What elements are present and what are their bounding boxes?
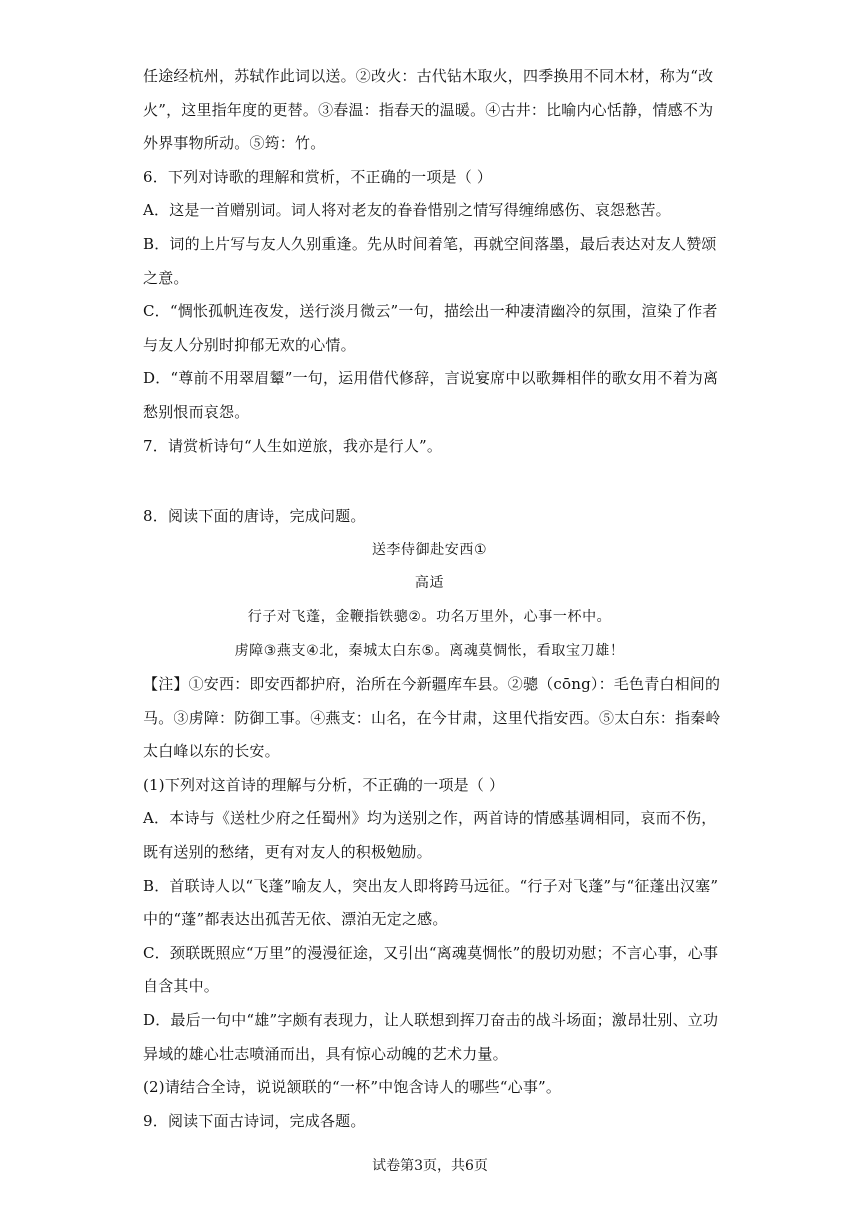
question-8-1-option-d-cont: 异域的雄心壮志喷涌而出，具有惊心动魄的艺术力量。 [143, 1044, 508, 1063]
question-8-1-option-a: A．本诗与《送杜少府之任蜀州》均为送别之作，两首诗的情感基调相同，哀而不伤， [143, 809, 717, 828]
question-7-stem: 7．请赏析诗句“人生如逆旅，我亦是行人”。 [143, 436, 443, 455]
poem-note: 【注】①安西：即安西都护府，治所在今新疆库车县。②骢（cōng）：毛色青白相间的 [143, 675, 721, 694]
question-6-option-c-cont: 与友人分别时抑郁无欢的心情。 [143, 335, 356, 354]
question-6-option-c: C．“惆怅孤帆连夜发，送行淡月微云”一句，描绘出一种凄清幽冷的氛围，渲染了作者 [143, 302, 718, 321]
question-8-1-option-d: D．最后一句中“雄”字颇有表现力，让人联想到挥刀奋击的战斗场面；激昂壮别、立功 [143, 1011, 719, 1030]
note-continuation-line: 外界事物所动。⑤筠：竹。 [143, 134, 326, 153]
poem-line-2: 虏障③燕支④北，秦城太白东⑤。离魂莫惆怅，看取宝刀雄！ [234, 642, 625, 659]
poem-title: 送李侍御赴安西① [371, 541, 488, 558]
question-8-2-stem: (2)请结合全诗，说说颔联的“一杯”中饱含诗人的哪些“心事”。 [143, 1078, 562, 1097]
question-8-1-stem: (1)下列对这首诗的理解与分析，不正确的一项是（ ） [143, 775, 505, 794]
question-6-stem: 6．下列对诗歌的理解和赏析，不正确的一项是（ ） [143, 167, 493, 186]
note-continuation-line: 任途经杭州，苏轼作此词以送。②改火：古代钻木取火，四季换用不同木材，称为“改 [143, 67, 714, 85]
question-6-option-b: B．词的上片写与友人久别重逢。先从时间着笔，再就空间落墨，最后表达对友人赞颂 [143, 234, 717, 253]
note-continuation-line: 火”，这里指年度的更替。③春温：指春天的温暖。④古井：比喻内心恬静，情感不为 [143, 100, 714, 119]
page-footer: 试卷第3页，共6页 [372, 1158, 488, 1174]
question-6-option-b-cont: 之意。 [143, 268, 189, 287]
answer-space [143, 463, 716, 500]
poem-line-1: 行子对飞蓬，金鞭指铁骢②。功名万里外，心事一杯中。 [247, 608, 612, 625]
question-8-1-option-b: B．首联诗人以“飞蓬”喻友人，突出友人即将跨马远征。“行子对飞蓬”与“征蓬出汉塞” [143, 876, 719, 895]
poem-author: 高适 [414, 575, 445, 592]
question-6-option-a: A．这是一首赠别词。词人将对老友的眷眷惜别之情写得缠绵感伤、哀怨愁苦。 [143, 201, 671, 220]
question-6-option-d-cont: 愁别恨而哀怨。 [143, 402, 250, 421]
poem-note-cont: 太白峰以东的长安。 [143, 742, 280, 761]
question-8-1-option-b-cont: 中的“蓬”都表达出孤苦无依、漂泊无定之感。 [143, 910, 448, 929]
poem-note-cont: 马。③虏障：防御工事。④燕支：山名，在今甘肃，这里代指安西。⑤太白东：指秦岭 [143, 708, 721, 727]
exam-page-body [143, 60, 721, 1138]
question-8-1-option-a-cont: 既有送别的愁绪，更有对友人的积极勉励。 [143, 843, 432, 862]
question-8-stem: 8．阅读下面的唐诗，完成问题。 [143, 507, 366, 526]
question-8-1-option-c-cont: 自含其中。 [143, 977, 220, 996]
question-9-stem: 9．阅读下面古诗词，完成各题。 [143, 1111, 366, 1130]
question-6-option-d: D．“尊前不用翠眉颦”一句，运用借代修辞，言说宴席中以歌舞相伴的歌女用不着为离 [143, 369, 719, 388]
question-8-1-option-c: C．颈联既照应“万里”的漫漫征途，又引出“离魂莫惆怅”的殷切劝慰；不言心事，心事 [143, 943, 719, 962]
